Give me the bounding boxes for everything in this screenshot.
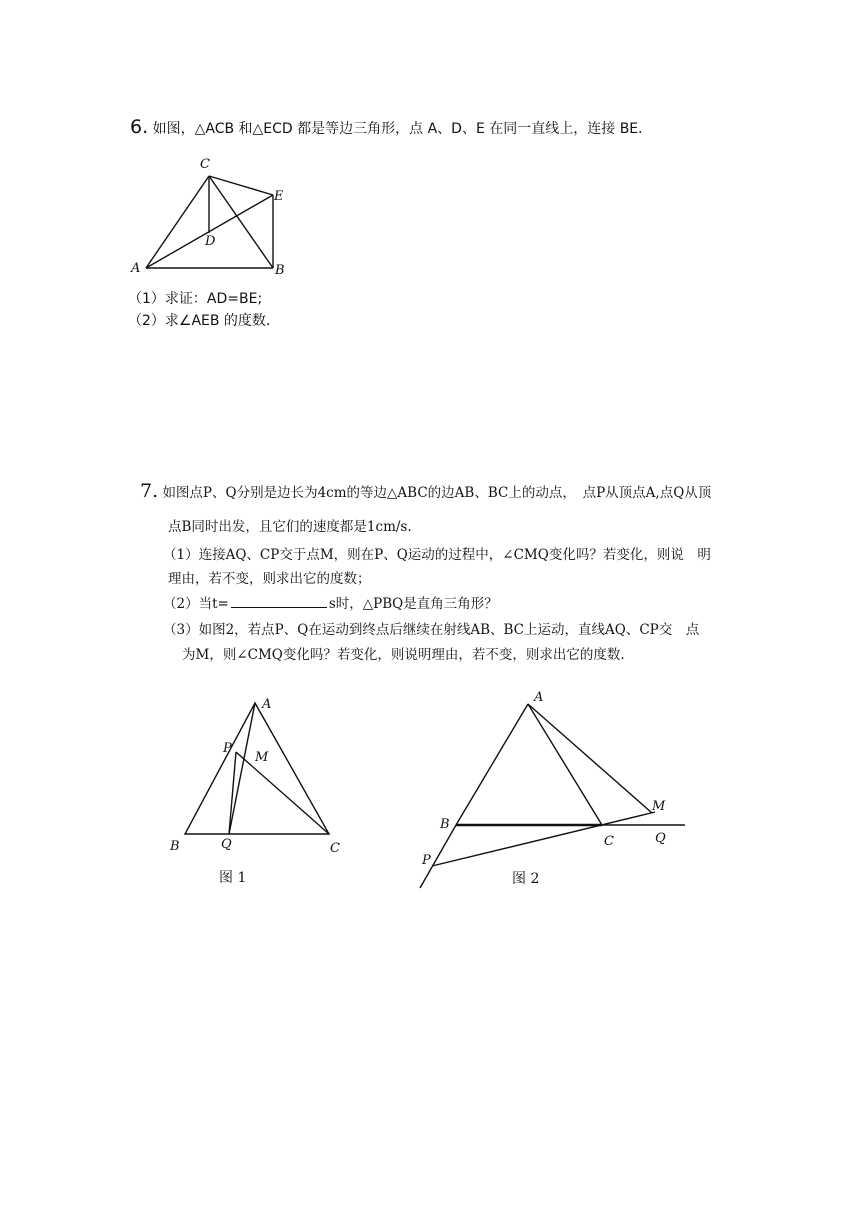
q6-label-a: A: [131, 261, 141, 276]
q6-stem: 如图，△ACB 和△ECD 都是等边三角形，点 A、D、E 在同一直线上，连接 BE．: [152, 121, 653, 137]
fig1-label-c: C: [330, 841, 340, 856]
q6-label-d: D: [205, 234, 216, 249]
q6-header: [130, 116, 652, 138]
q6-part1: （1）求证：AD=BE;: [128, 291, 263, 307]
q7-part1-line2: 理由，若不变，则求出它的度数；: [168, 571, 371, 587]
fig2-label-a: A: [534, 690, 544, 705]
q7-part2: [163, 592, 498, 612]
fig1-label-a: A: [262, 697, 272, 712]
q7-stem-line2: 点B同时出发，且它们的速度都是1cm/s.: [168, 519, 412, 535]
q7-part3-line2: 为M，则∠CMQ变化吗？若变化，则说明理由，若不变，则求出它的度数.: [182, 647, 625, 663]
q6-label-e: E: [274, 189, 284, 204]
q7-figure1: [165, 690, 365, 890]
q7-part2-suffix: s时，△PBQ是直角三角形？: [328, 596, 498, 612]
fig2-label-p: P: [422, 853, 431, 868]
fig2-label-m: M: [652, 799, 666, 814]
fig2-label-b: B: [440, 817, 450, 832]
q7-stem-line1: [140, 480, 711, 502]
q6-label-b: B: [275, 263, 285, 278]
q6-label-c: C: [200, 157, 210, 172]
q7-stem-text-1: 如图点P、Q分别是边长为4cm的等边△ABC的边AB、BC上的动点， 点P从顶点A,点Q从顶: [162, 485, 712, 501]
q7-part1-line1: （1）连接AQ、CP交于点M，则在P、Q运动的过程中，∠CMQ变化吗？若变化，则说 明: [163, 547, 711, 563]
fig2-label-q: Q: [655, 831, 666, 846]
fig1-label-m: M: [255, 750, 269, 765]
fig1-label-b: B: [170, 839, 180, 854]
q6-number: 6.: [130, 116, 149, 138]
fig2-label-c: C: [604, 834, 614, 849]
q7-part2-prefix: （2）当t=: [163, 596, 229, 612]
fig1-label-q: Q: [221, 837, 232, 852]
q7-part3-line1: （3）如图2，若点P、Q在运动到终点后继续在射线AB、BC上运动，直线AQ、CP交 点: [163, 622, 700, 638]
q7-number: 7.: [140, 480, 159, 502]
q7-answer-blank[interactable]: [231, 594, 327, 608]
fig1-caption: 图 1: [219, 870, 247, 886]
fig1-label-p: P: [223, 741, 232, 756]
q6-part2: （2）求∠AEB 的度数．: [128, 313, 280, 329]
fig2-caption: 图 2: [512, 871, 540, 887]
q7-figure2: [410, 688, 710, 888]
q6-figure: [125, 155, 285, 278]
